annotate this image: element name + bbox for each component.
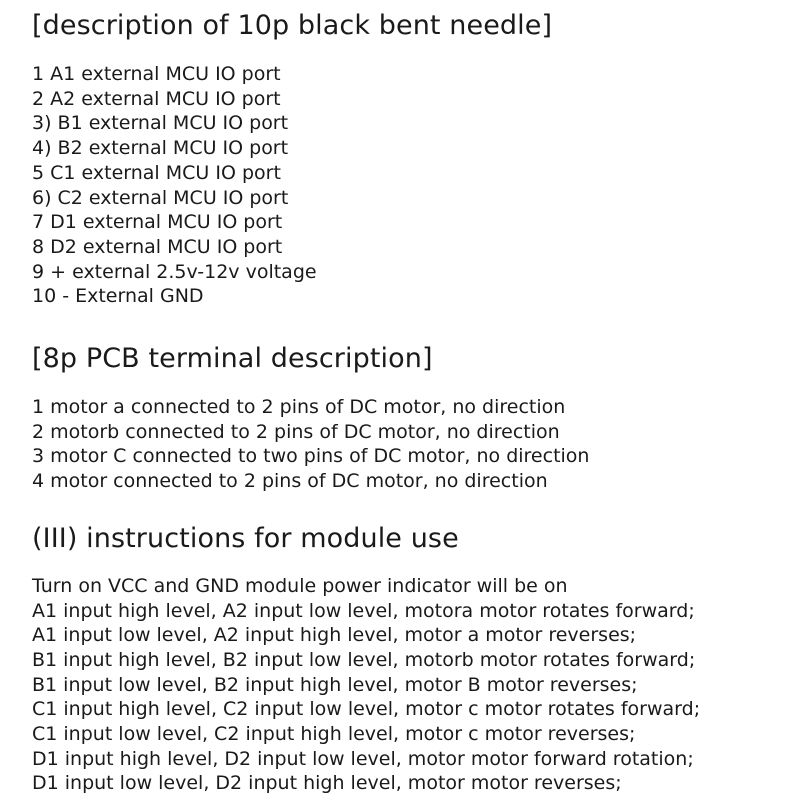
section-module-instructions — [32, 521, 792, 796]
list-item: 9 + external 2.5v-12v voltage — [32, 260, 317, 283]
document-page — [32, 8, 792, 796]
section-heading: [description of 10p black bent needle] — [32, 10, 553, 41]
list-item: Turn on VCC and GND module power indicator will be on — [32, 574, 568, 597]
list-item: 10 - External GND — [32, 285, 204, 308]
list-item: 6) C2 external MCU IO port — [32, 186, 289, 209]
list-item: 8 D2 external MCU IO port — [32, 235, 283, 258]
terminal-description-list — [32, 395, 792, 494]
list-item: 1 motor a connected to 2 pins of DC motor, no direction — [32, 396, 566, 419]
list-item: C1 input high level, C2 input low level, motor c motor rotates forward; — [32, 698, 701, 721]
list-item: 3 motor C connected to two pins of DC motor, no direction — [32, 445, 590, 468]
instruction-list — [32, 574, 792, 796]
list-item: 5 C1 external MCU IO port — [32, 161, 281, 184]
list-item: C1 input low level, C2 input high level, motor c motor reverses; — [32, 723, 636, 746]
list-item: 4) B2 external MCU IO port — [32, 137, 289, 160]
list-item: B1 input high level, B2 input low level, motorb motor rotates forward; — [32, 648, 696, 671]
list-item: 2 A2 external MCU IO port — [32, 87, 281, 110]
list-item: 1 A1 external MCU IO port — [32, 63, 281, 85]
section-heading: (III) instructions for module use — [32, 522, 459, 554]
list-item: 7 D1 external MCU IO port — [32, 211, 283, 234]
list-item: D1 input low level, D2 input high level, motor motor reverses; — [32, 772, 622, 795]
list-item: A1 input high level, A2 input low level, motora motor rotates forward; — [32, 599, 695, 622]
list-item: A1 input low level, A2 input high level, motor a motor reverses; — [32, 624, 637, 647]
list-item: B1 input low level, B2 input high level, motor B motor reverses; — [32, 673, 638, 696]
list-item: 2 motorb connected to 2 pins of DC motor, no direction — [32, 420, 560, 443]
section-heading: [8p PCB terminal description] — [32, 343, 433, 375]
list-item: 4 motor connected to 2 pins of DC motor, no direction — [32, 470, 548, 493]
list-item: D1 input high level, D2 input low level, motor motor forward rotation; — [32, 747, 694, 770]
list-item: 3) B1 external MCU IO port — [32, 112, 289, 135]
section-8p-pcb-terminal — [32, 341, 792, 494]
section-10p-bent-needle — [32, 8, 792, 309]
pin-description-list — [32, 62, 792, 309]
